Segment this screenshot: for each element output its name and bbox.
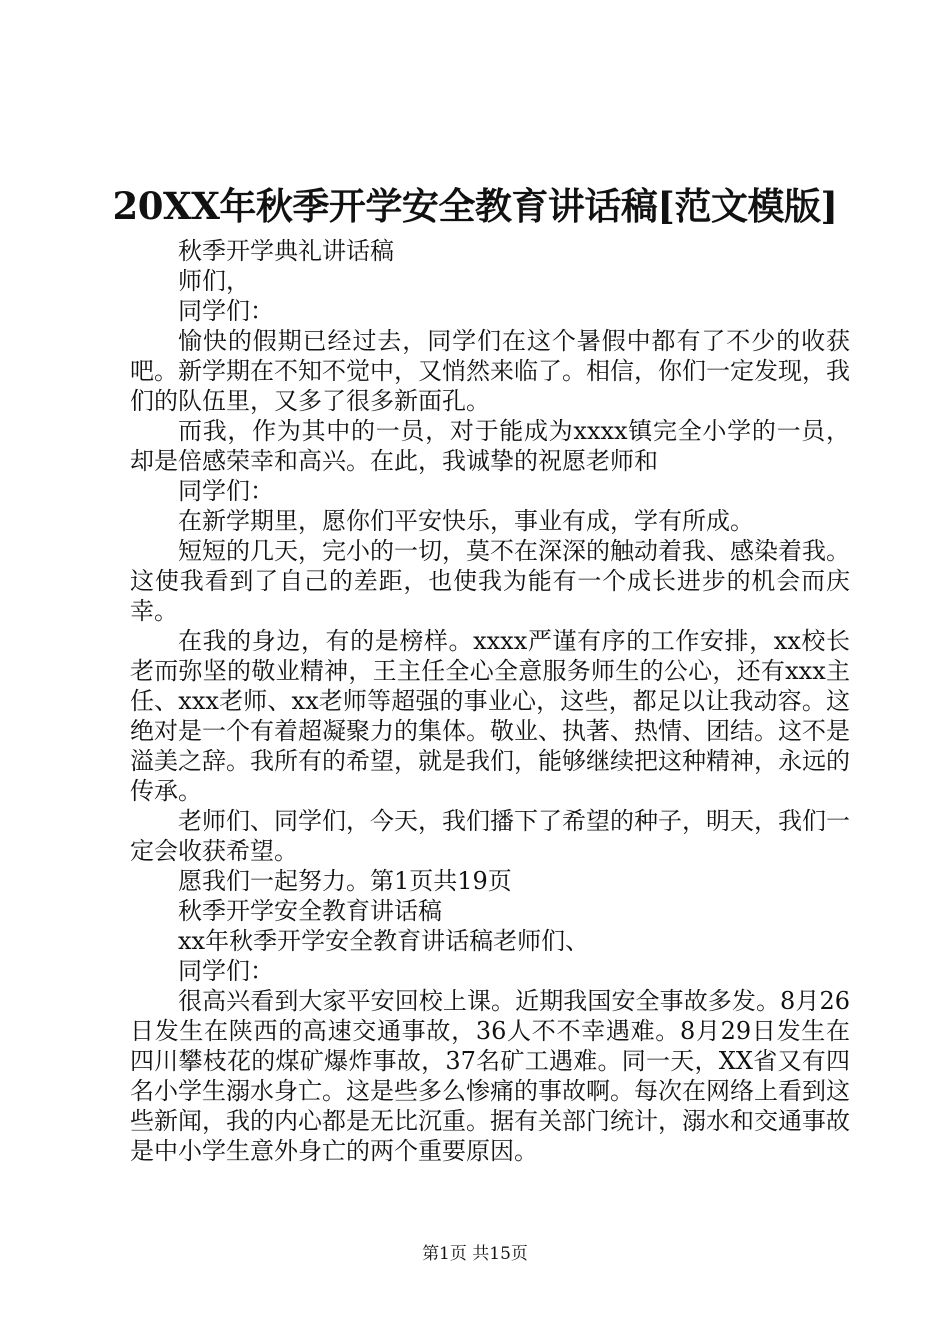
paragraph-6: 同学们： xyxy=(178,477,274,505)
paragraph-11: 愿我们一起努力。第1页共19页 xyxy=(178,867,512,895)
paragraph-8: 短短的几天，完小的一切，莫不在深深的触动着我、感染着我。这使我看到了自己的差距，也使我为能有一个成长进步的机会而庆幸。 xyxy=(130,537,850,625)
document-title: 20XX年秋季开学安全教育讲话稿[范文模版] xyxy=(112,184,838,228)
paragraph-13: xx年秋季开学安全教育讲话稿老师们、 xyxy=(178,927,590,955)
paragraph-1: 秋季开学典礼讲话稿 xyxy=(178,237,394,265)
paragraph-10: 老师们、同学们，今天，我们播下了希望的种子，明天，我们一定会收获希望。 xyxy=(130,807,850,865)
paragraph-9: 在我的身边，有的是榜样。xxxx严谨有序的工作安排，xx校长老而弥坚的敬业精神，王主任全心全意服务师生的公心，还有xxx主任、xxx老师、xx老师等超强的事业心，这些，都足以让我动容。这绝对是一个有着超凝聚力的集体。敬业、执著、热情、团结。这不是溢美之辞。我所有的希望，就是我们，能够继续把这种精神，永远的传承。 xyxy=(130,627,850,805)
paragraph-7: 在新学期里，愿你们平安快乐，事业有成，学有所成。 xyxy=(178,507,754,535)
paragraph-4: 愉快的假期已经过去，同学们在这个暑假中都有了不少的收获吧。新学期在不知不觉中，又悄然来临了。相信，你们一定发现，我们的队伍里，又多了很多新面孔。 xyxy=(130,327,850,415)
paragraph-14: 同学们： xyxy=(178,957,274,985)
paragraph-15: 很高兴看到大家平安回校上课。近期我国安全事故多发。8月26日发生在陕西的高速交通事故，36人不不幸遇难。8月29日发生在四川攀枝花的煤矿爆炸事故，37名矿工遇难。同一天，XX省又有四名小学生溺水身亡。这是些多么惨痛的事故啊。每次在网络上看到这些新闻，我的内心都是无比沉重。据有关部门统计，溺水和交通事故是中小学生意外身亡的两个重要原因。 xyxy=(130,987,850,1165)
paragraph-3: 同学们： xyxy=(178,297,274,325)
paragraph-5: 而我，作为其中的一员，对于能成为xxxx镇完全小学的一员，却是倍感荣幸和高兴。在此，我诚挚的祝愿老师和 xyxy=(130,417,850,475)
document-body xyxy=(130,236,850,1166)
page-number-footer: 第1页 共15页 xyxy=(422,1244,528,1264)
paragraph-12: 秋季开学安全教育讲话稿 xyxy=(178,897,442,925)
paragraph-2: 师们， xyxy=(178,267,250,295)
